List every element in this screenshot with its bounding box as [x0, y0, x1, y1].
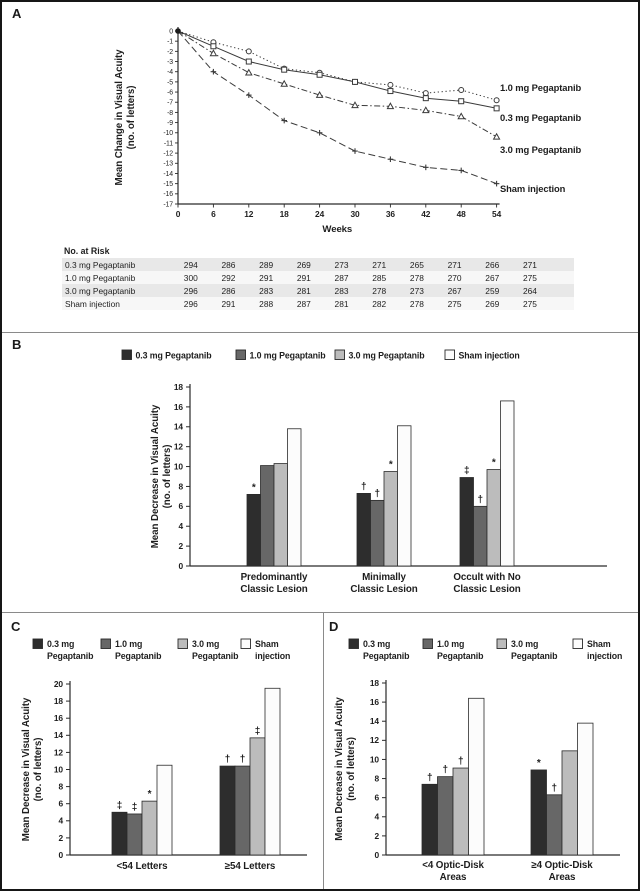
legend-label: injection	[587, 651, 623, 661]
x-tick-label: 42	[421, 209, 431, 219]
bar-1.0 mg Pegaptanib	[438, 777, 454, 855]
y-axis-title: (no. of letters)	[346, 737, 357, 801]
at-risk-value: 275	[447, 298, 462, 309]
square-marker	[246, 59, 251, 64]
spacer-cell	[549, 297, 574, 310]
significance-marker: *	[491, 457, 496, 469]
bar-0.3 mg Pegaptanib	[460, 477, 474, 566]
circle-marker	[494, 98, 499, 103]
triangle-marker	[210, 50, 216, 55]
at-risk-grid	[62, 258, 574, 310]
y-tick-label: 4	[178, 521, 183, 532]
legend-label: 0.3 mg	[363, 639, 391, 649]
bar-Sham injection	[469, 698, 485, 855]
panel-b-category-label: Minimally	[362, 572, 406, 583]
legend-swatch	[573, 639, 583, 649]
y-tick-label: -17	[163, 201, 173, 209]
y-tick-label: 10	[173, 461, 183, 472]
legend-swatch	[236, 350, 246, 360]
square-marker	[211, 44, 216, 49]
y-tick-label: 6	[58, 798, 63, 809]
at-risk-value: 286	[221, 285, 236, 296]
legend-item	[178, 639, 239, 661]
series-label: 1.0 mg Pegaptanib	[500, 82, 582, 93]
y-tick-label: 0	[374, 849, 379, 860]
triangle-marker	[423, 107, 429, 112]
at-risk-value: 288	[259, 298, 274, 309]
legend-label: 1.0 mg	[437, 639, 465, 649]
legend-label: 3.0 mg	[511, 639, 539, 649]
x-tick-label: 30	[350, 209, 360, 219]
panel-c-category-label: <54 Letters	[116, 861, 168, 872]
circle-marker	[246, 49, 251, 54]
legend-swatch	[497, 639, 507, 649]
y-tick-label: 18	[369, 677, 379, 688]
y-tick-label: 14	[369, 716, 379, 727]
at-risk-value: 278	[372, 285, 387, 296]
y-tick-label: 2	[58, 832, 63, 843]
at-risk-value: 273	[409, 285, 424, 296]
at-risk-value: 270	[447, 272, 462, 283]
at-risk-value: 291	[221, 298, 236, 309]
panel-b-group-0	[247, 429, 301, 566]
panel-d-bar-chart	[324, 613, 638, 888]
legend-label: injection	[255, 651, 291, 661]
legend-label: Pegaptanib	[47, 651, 94, 661]
significance-marker: ‡	[116, 800, 123, 812]
at-risk-value: 259	[485, 285, 500, 296]
significance-marker: †	[477, 494, 483, 506]
x-tick-label: 48	[456, 209, 466, 219]
y-tick-label: 2	[374, 830, 379, 841]
significance-marker: *	[147, 789, 152, 801]
at-risk-value: 275	[522, 298, 537, 309]
y-tick-label: -13	[163, 160, 173, 168]
bar-Sham injection	[288, 429, 302, 566]
bar-3.0 mg Pegaptanib	[142, 801, 157, 855]
y-tick-label: 8	[178, 481, 183, 492]
y-tick-label: -1	[167, 38, 173, 46]
series-label: Sham injection	[500, 183, 566, 194]
at-risk-value: 264	[522, 285, 537, 296]
at-risk-value: 281	[334, 298, 349, 309]
legend-label: 0.3 mg	[47, 639, 75, 649]
legend-swatch	[33, 639, 43, 649]
y-tick-label: -11	[163, 140, 173, 148]
significance-marker: *	[536, 757, 541, 769]
legend-label: Pegaptanib	[511, 651, 558, 661]
y-tick-label: -15	[163, 181, 173, 189]
series-1.0 mg Pegaptanib	[178, 31, 499, 103]
y-tick-label: -5	[167, 79, 173, 87]
circle-marker	[423, 91, 428, 96]
legend-label: Sham	[587, 639, 611, 649]
legend-item	[349, 639, 410, 661]
x-tick-label: 54	[492, 209, 502, 219]
legend-item	[33, 639, 94, 661]
legend-label: 3.0 mg	[192, 639, 220, 649]
series-line	[178, 31, 497, 184]
square-marker	[423, 96, 428, 101]
panel-b-category-label: Classic Lesion	[453, 584, 521, 595]
bar-0.3 mg Pegaptanib	[357, 493, 371, 566]
y-tick-label: 14	[53, 730, 63, 741]
at-risk-value: 294	[183, 259, 198, 270]
triangle-marker	[246, 70, 252, 75]
at-risk-value: 283	[259, 285, 274, 296]
series-line	[178, 31, 497, 137]
significance-marker: *	[251, 482, 256, 494]
panel-d-category-label: <4 Optic-Disk	[422, 860, 484, 871]
x-tick-label: 12	[244, 209, 254, 219]
y-tick-label: -12	[163, 150, 173, 158]
panel-b-category-label: Predominantly	[240, 572, 308, 583]
square-marker	[388, 89, 393, 94]
y-tick-label: 8	[58, 781, 63, 792]
significance-marker: ‡	[254, 725, 261, 737]
square-marker	[494, 106, 499, 111]
y-tick-label: -4	[167, 69, 173, 77]
bar-Sham injection	[578, 723, 594, 855]
significance-marker: ‡	[131, 801, 138, 813]
spacer-cell	[549, 271, 574, 284]
y-tick-label: 4	[58, 815, 63, 826]
significance-marker: †	[551, 782, 557, 794]
at-risk-value: 287	[296, 298, 311, 309]
y-tick-label: -7	[167, 99, 173, 107]
panel-d-category-label: Areas	[439, 872, 467, 883]
x-tick-label: 36	[385, 209, 395, 219]
at-risk-row	[62, 271, 574, 284]
legend-item	[236, 350, 326, 361]
y-tick-label: 0	[178, 560, 183, 571]
spacer-cell	[549, 284, 574, 297]
y-axis-title: (no. of letters)	[126, 85, 137, 150]
panel-b-bar-chart	[2, 333, 638, 611]
panel-b-category-label: Occult with No	[453, 572, 521, 583]
origin-point	[175, 28, 181, 34]
square-marker	[459, 99, 464, 104]
significance-marker: †	[361, 481, 367, 493]
at-risk-row	[62, 297, 574, 310]
x-tick-label: 24	[315, 209, 325, 219]
y-tick-label: 12	[173, 441, 183, 452]
panel-b-category-label: Classic Lesion	[240, 584, 308, 595]
legend-item	[101, 639, 162, 661]
at-risk-value: 275	[522, 272, 537, 283]
legend-label: 1.0 mg	[115, 639, 143, 649]
legend-label: Pegaptanib	[363, 651, 410, 661]
bar-1.0 mg Pegaptanib	[474, 506, 488, 566]
bar-1.0 mg Pegaptanib	[371, 500, 385, 566]
series-3.0 mg Pegaptanib	[178, 31, 500, 139]
significance-marker: *	[388, 459, 393, 471]
y-axis-title: Mean Decrease in Visual Acuity	[334, 697, 345, 841]
at-risk-value: 267	[485, 272, 500, 283]
legend-item	[241, 639, 290, 661]
bar-3.0 mg Pegaptanib	[250, 738, 265, 855]
series-line	[178, 31, 497, 100]
bar-1.0 mg Pegaptanib	[261, 466, 275, 566]
significance-marker: †	[442, 764, 448, 776]
at-risk-value: 265	[409, 259, 424, 270]
y-tick-label: -2	[167, 48, 173, 56]
at-risk-row-label: Sham injection	[65, 298, 120, 309]
series-Sham injection	[178, 31, 499, 186]
panel-c-label: C	[11, 619, 21, 634]
at-risk-value: 291	[296, 272, 311, 283]
y-axis-title: Mean Decrease in Visual Acuity	[150, 404, 161, 549]
panel-b-group-2	[460, 401, 514, 566]
y-axis-title: (no. of letters)	[33, 737, 44, 802]
bar-Sham injection	[398, 426, 412, 566]
y-tick-label: -6	[167, 89, 173, 97]
circle-marker	[388, 82, 393, 87]
legend-label: Sham injection	[458, 350, 520, 361]
legend-swatch	[178, 639, 188, 649]
bar-0.3 mg Pegaptanib	[531, 770, 547, 855]
significance-marker: †	[224, 754, 231, 766]
x-axis-title: Weeks	[322, 224, 353, 235]
legend-item	[122, 350, 212, 361]
at-risk-value: 278	[409, 272, 424, 283]
y-tick-label: -14	[163, 170, 173, 178]
legend-item	[573, 639, 622, 661]
y-tick-label: 18	[53, 696, 63, 706]
panel-d-label: D	[329, 619, 339, 634]
at-risk-value: 271	[447, 259, 462, 270]
x-tick-label: 18	[279, 209, 289, 219]
at-risk-value: 285	[372, 272, 387, 283]
at-risk-row-label: 3.0 mg Pegaptanib	[65, 285, 136, 296]
y-tick-label: 8	[374, 773, 379, 784]
y-tick-label: -10	[163, 130, 173, 138]
y-tick-label: 18	[173, 381, 183, 392]
legend-swatch	[423, 639, 433, 649]
y-tick-label: 0	[58, 849, 63, 860]
at-risk-title: No. at Risk	[64, 246, 110, 256]
y-axis-title: (no. of letters)	[162, 444, 173, 509]
triangle-marker	[458, 113, 464, 118]
panel-d-category-label: Areas	[548, 872, 576, 883]
y-tick-label: 12	[369, 735, 379, 746]
at-risk-value: 286	[221, 259, 236, 270]
y-tick-label: -16	[163, 191, 173, 199]
y-tick-label: 6	[178, 501, 183, 512]
bar-3.0 mg Pegaptanib	[562, 751, 578, 855]
y-tick-label: 10	[369, 754, 379, 765]
y-tick-label: 14	[173, 421, 183, 432]
panel-c-group-1	[220, 688, 280, 855]
y-tick-label: -9	[167, 119, 173, 127]
significance-marker: †	[427, 772, 433, 784]
y-tick-label: 0	[169, 28, 173, 36]
legend-swatch	[241, 639, 251, 649]
legend-label: 0.3 mg Pegaptanib	[135, 350, 212, 361]
y-tick-label: 16	[173, 401, 183, 412]
panel-a-chart-svg	[2, 2, 638, 246]
bar-0.3 mg Pegaptanib	[247, 494, 261, 566]
triangle-marker	[494, 134, 500, 139]
bar-Sham injection	[157, 765, 172, 855]
bar-0.3 mg Pegaptanib	[220, 766, 235, 855]
circle-marker	[459, 88, 464, 93]
at-risk-value: 278	[409, 298, 424, 309]
panel-a	[2, 2, 638, 332]
panel-a-label: A	[12, 6, 22, 21]
legend-swatch	[335, 350, 345, 360]
legend-label: 3.0 mg Pegaptanib	[348, 350, 425, 361]
x-tick-label: 0	[175, 209, 181, 219]
legend-swatch	[101, 639, 111, 649]
significance-marker: ‡	[464, 465, 470, 477]
square-marker	[317, 72, 322, 77]
spacer-cell	[549, 258, 574, 271]
legend-label: Pegaptanib	[437, 651, 484, 661]
at-risk-value: 271	[522, 259, 537, 270]
legend-item	[497, 639, 558, 661]
legend-label: Pegaptanib	[115, 651, 162, 661]
panel-a-line-chart	[2, 2, 638, 246]
legend-item	[335, 350, 425, 361]
y-tick-label: 4	[374, 811, 379, 822]
at-risk-value: 287	[334, 272, 349, 283]
panel-c	[2, 613, 323, 890]
panel-c-chart-svg	[2, 613, 321, 888]
legend-label: 1.0 mg Pegaptanib	[249, 350, 326, 361]
at-risk-value: 269	[485, 298, 500, 309]
bar-Sham injection	[265, 688, 280, 855]
at-risk-value: 281	[296, 285, 311, 296]
bar-3.0 mg Pegaptanib	[274, 464, 288, 566]
y-tick-label: -3	[167, 58, 173, 66]
bar-0.3 mg Pegaptanib	[422, 784, 438, 855]
at-risk-value: 289	[259, 259, 274, 270]
legend-swatch	[445, 350, 455, 360]
panel-c-legend	[33, 639, 290, 661]
series-0.3 mg Pegaptanib	[178, 31, 499, 111]
at-risk-table	[62, 246, 574, 310]
panel-d-group-0	[422, 698, 484, 855]
series-label: 0.3 mg Pegaptanib	[500, 112, 582, 123]
at-risk-row	[62, 284, 574, 297]
legend-label: Pegaptanib	[192, 651, 239, 661]
at-risk-row-label: 1.0 mg Pegaptanib	[65, 272, 136, 283]
panel-d	[323, 613, 638, 890]
panel-c-group-0	[112, 765, 172, 855]
panel-d-legend	[349, 639, 622, 661]
bar-3.0 mg Pegaptanib	[384, 472, 398, 566]
y-tick-label: 10	[53, 764, 63, 775]
series-line	[178, 31, 497, 108]
at-risk-value: 283	[334, 285, 349, 296]
series-label: 3.0 mg Pegaptanib	[500, 144, 582, 155]
at-risk-row	[62, 258, 574, 271]
bar-1.0 mg Pegaptanib	[127, 814, 142, 855]
panel-b-label: B	[12, 337, 22, 352]
bottom-row	[2, 612, 638, 890]
bar-3.0 mg Pegaptanib	[453, 768, 469, 855]
panel-d-category-label: ≥4 Optic-Disk	[531, 860, 593, 871]
panel-b-chart-svg	[2, 333, 638, 611]
at-risk-value: 266	[485, 259, 500, 270]
at-risk-value: 296	[183, 285, 198, 296]
legend-swatch	[122, 350, 132, 360]
legend-swatch	[349, 639, 359, 649]
significance-marker: †	[374, 488, 380, 500]
significance-marker: †	[239, 754, 246, 766]
at-risk-value: 291	[259, 272, 274, 283]
panel-c-bar-chart	[2, 613, 323, 888]
panel-b-category-label: Classic Lesion	[350, 584, 418, 595]
panel-c-category-label: ≥54 Letters	[224, 861, 276, 872]
at-risk-value: 271	[372, 259, 387, 270]
y-tick-label: 6	[374, 792, 379, 803]
y-tick-label: 12	[53, 747, 63, 758]
bar-0.3 mg Pegaptanib	[112, 812, 127, 855]
bar-Sham injection	[501, 401, 515, 566]
square-marker	[353, 79, 358, 84]
panel-d-chart-svg	[324, 613, 638, 888]
at-risk-value: 296	[183, 298, 198, 309]
legend-item	[423, 639, 484, 661]
y-axis-title: Mean Change in Visual Acuity	[114, 49, 125, 186]
y-tick-label: -8	[167, 109, 173, 117]
at-risk-value: 282	[372, 298, 387, 309]
bar-1.0 mg Pegaptanib	[235, 766, 250, 855]
at-risk-value: 273	[334, 259, 349, 270]
y-tick-label: 16	[369, 697, 379, 708]
panel-b-legend	[122, 350, 520, 361]
y-tick-label: 20	[53, 678, 63, 689]
at-risk-row-label: 0.3 mg Pegaptanib	[65, 259, 136, 270]
panel-b	[2, 332, 638, 612]
y-axis-title: Mean Decrease in Visual Acuity	[21, 697, 32, 842]
y-tick-label: 16	[53, 713, 63, 724]
legend-item	[445, 350, 520, 361]
bar-1.0 mg Pegaptanib	[547, 795, 563, 855]
panel-d-group-1	[531, 723, 593, 855]
panel-b-group-1	[357, 426, 411, 566]
at-risk-value: 300	[183, 272, 198, 283]
x-tick-label: 6	[211, 209, 216, 219]
y-tick-label: 2	[178, 541, 183, 552]
significance-marker: †	[458, 756, 464, 768]
at-risk-value: 267	[447, 285, 462, 296]
square-marker	[282, 67, 287, 72]
at-risk-value: 269	[296, 259, 311, 270]
at-risk-value: 292	[221, 272, 236, 283]
legend-label: Sham	[255, 639, 279, 649]
bar-3.0 mg Pegaptanib	[487, 470, 501, 566]
